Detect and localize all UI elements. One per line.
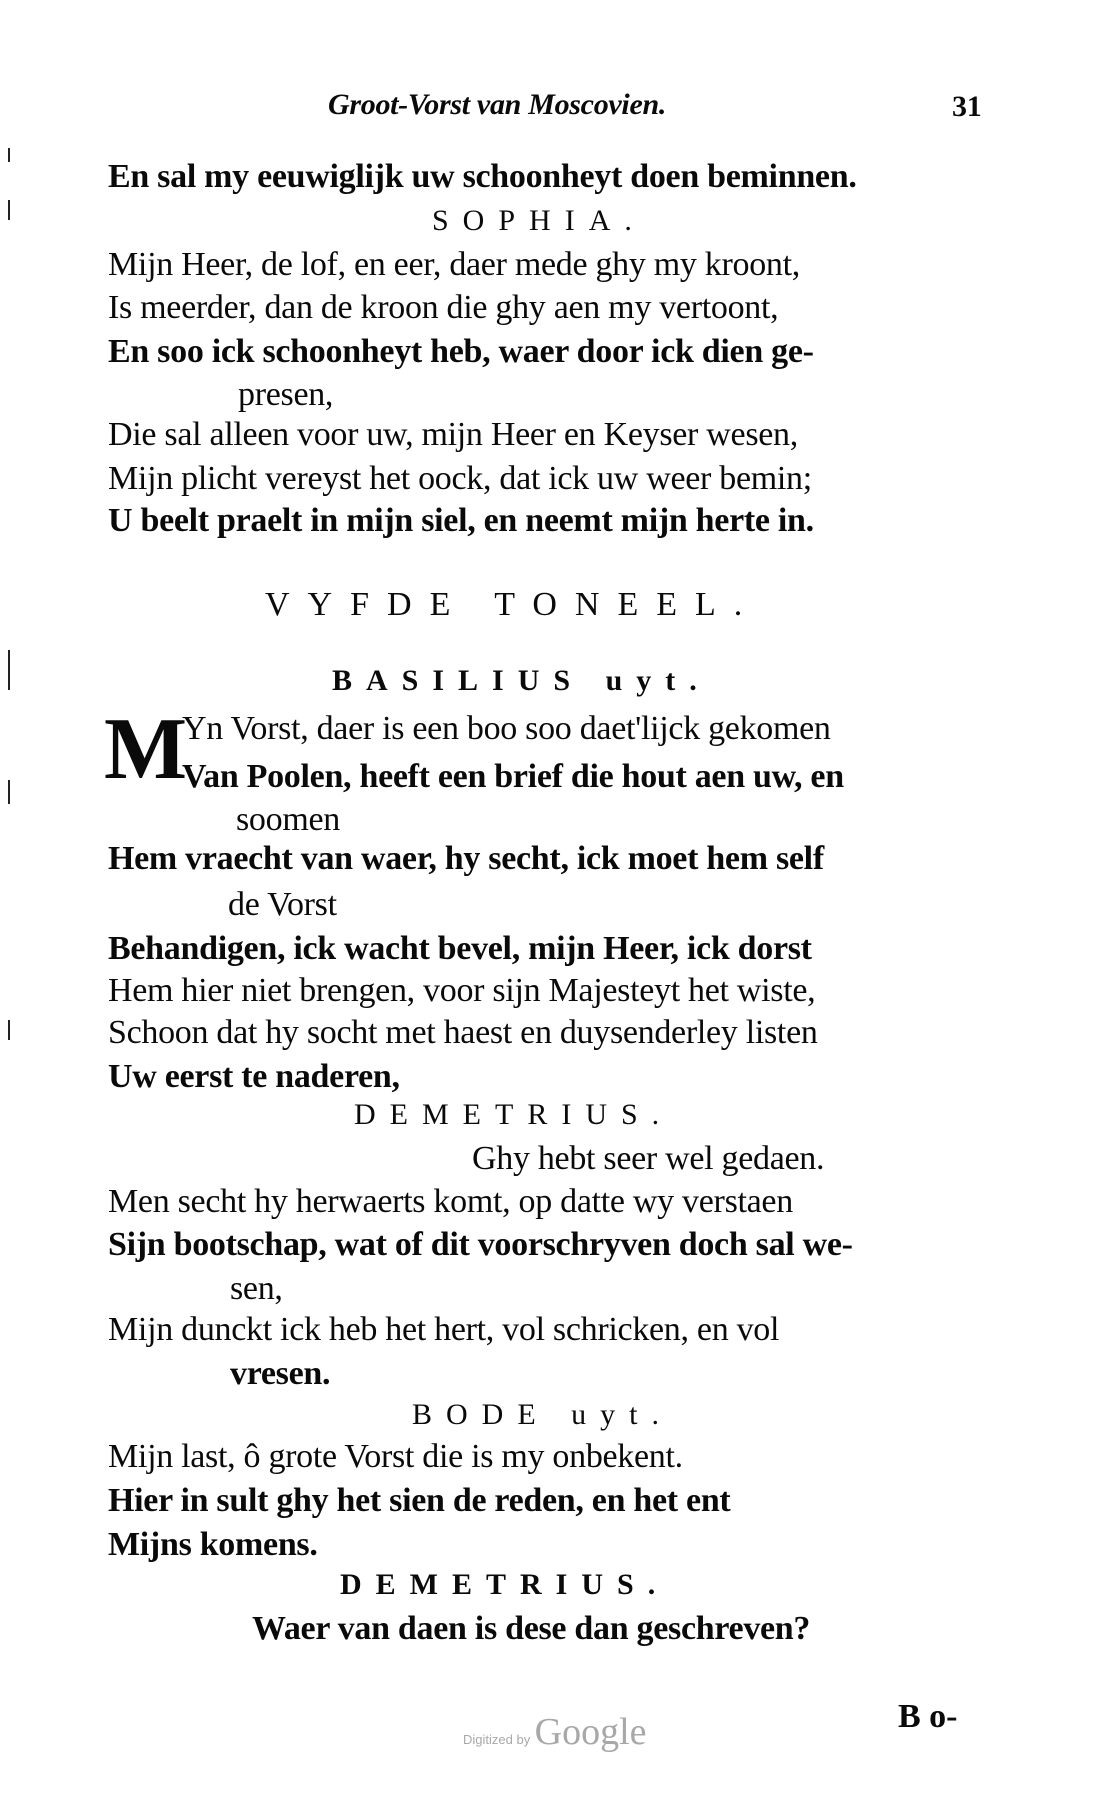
speaker-name: DEMETRIUS. (340, 1568, 670, 1601)
watermark-prefix: Digitized by (463, 1732, 531, 1747)
verse-line: Men secht hy herwaerts komt, op datte wy verstaen (108, 1183, 793, 1220)
verse-line: Hier in sult ghy het sien de reden, en het ent (108, 1482, 731, 1519)
verse-line: Mijn Heer, de lof, en eer, daer mede ghy my kroont, (108, 246, 800, 283)
speaker-name: BASILIUS uyt. (332, 664, 711, 697)
verse-line: Schoon dat hy socht met haest en duysenderley listen (108, 1014, 818, 1051)
google-logo-icon: Google (534, 1711, 647, 1753)
verse-line: Is meerder, dan de kroon die ghy aen my vertoont, (108, 289, 779, 326)
verse-line: Mijn plicht vereyst het oock, dat ick uw weer bemin; (108, 460, 812, 497)
verse-line: Uw eerst te naderen, (108, 1058, 400, 1095)
verse-line: Van Poolen, heeft een brief die hout aen uw, en (182, 758, 844, 795)
continuation-line: soomen (236, 801, 340, 838)
margin-mark (8, 200, 10, 220)
verse-line: En sal my eeuwiglijk uw schoonheyt doen beminnen. (108, 158, 857, 195)
verse-line: Hem hier niet brengen, voor sijn Majesteyt het wiste, (108, 972, 816, 1009)
verse-line: Mijn dunckt ick heb het hert, vol schricken, en vol (108, 1311, 780, 1348)
verse-line: Hem vraecht van waer, hy secht, ick moet hem self (108, 840, 824, 877)
verse-line: Behandigen, ick wacht bevel, mijn Heer, ick dorst (108, 930, 812, 967)
verse-line: Die sal alleen voor uw, mijn Heer en Keyser wesen, (108, 416, 798, 453)
verse-line: Mijns komens. (108, 1526, 318, 1563)
speaker-name: DEMETRIUS. (354, 1098, 674, 1131)
continuation-line: vresen. (230, 1355, 331, 1392)
verse-line: En soo ick schoonheyt heb, waer door ick dien ge- (108, 333, 814, 370)
google-watermark (463, 1710, 647, 1754)
running-head: Groot-Vorst van Moscovien. (328, 88, 667, 121)
half-verse-line: Ghy hebt seer wel gedaen. (472, 1140, 825, 1177)
drop-cap: M (104, 701, 188, 798)
catchword: B o- (898, 1698, 958, 1735)
continuation-line: de Vorst (228, 886, 337, 923)
margin-mark (8, 148, 10, 162)
continuation-line: presen, (238, 376, 334, 413)
page-number: 31 (952, 90, 982, 123)
margin-mark (8, 1020, 10, 1040)
verse-line: Sijn bootschap, wat of dit voorschryven doch sal we- (108, 1226, 853, 1263)
continuation-line: sen, (230, 1270, 283, 1307)
margin-mark (8, 780, 10, 804)
verse-line: U beelt praelt in mijn siel, en neemt mijn herte in. (108, 502, 814, 539)
half-verse-line: Waer van daen is dese dan geschreven? (252, 1610, 811, 1647)
speaker-name: SOPHIA. (432, 204, 646, 237)
verse-line: Yn Vorst, daer is een boo soo daet'lijck gekomen (182, 710, 831, 747)
verse-line: Mijn last, ô grote Vorst die is my onbekent. (108, 1438, 683, 1475)
margin-mark (8, 650, 10, 690)
speaker-name: BODE uyt. (412, 1398, 673, 1431)
scene-heading: VYFDE TONEEL. (265, 586, 761, 623)
